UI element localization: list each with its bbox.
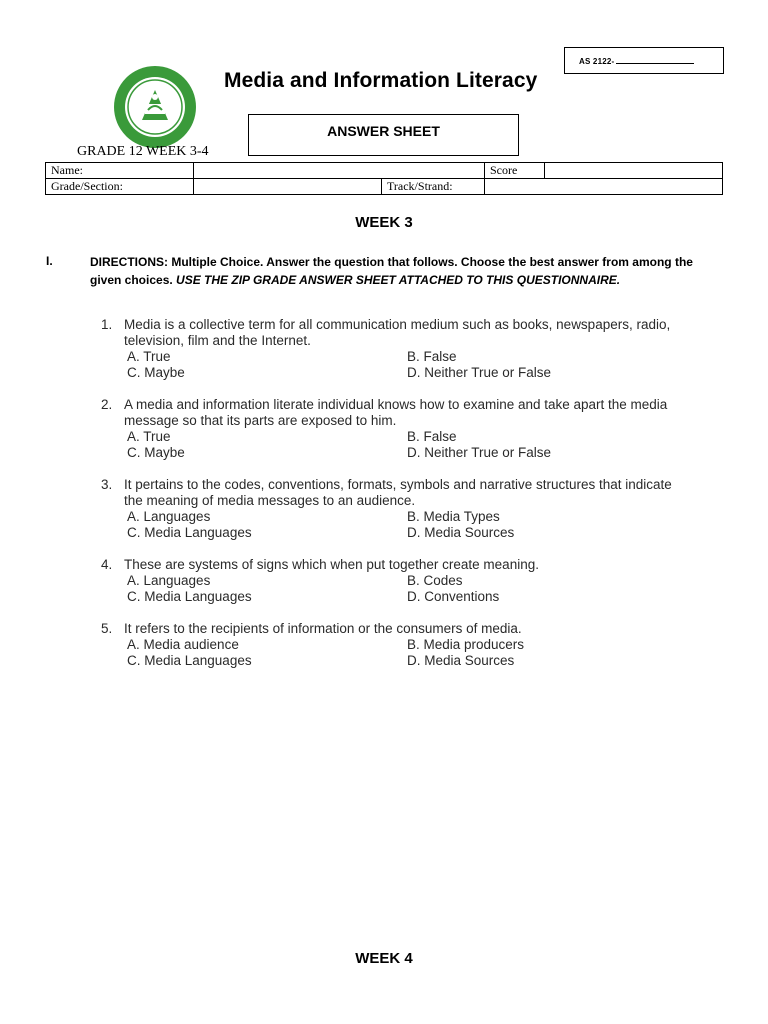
directions-instructions: DIRECTIONS: Multiple Choice. Answer the question that follows. Choose the best answer from among the given choices.	[90, 255, 693, 287]
question-text: It pertains to the codes, conventions, formats, symbols and narrative structures that indicate the meaning of media messages to an audience.	[124, 477, 672, 508]
option-b: B. Media Types	[407, 509, 500, 524]
option-d: D. Conventions	[407, 589, 500, 604]
school-logo	[112, 64, 198, 150]
document-code-box	[564, 47, 724, 74]
score-label: Score	[485, 163, 545, 179]
answer-sheet-label: ANSWER SHEET	[327, 123, 440, 139]
week4-heading: WEEK 4	[355, 950, 413, 967]
option-c: C. Maybe	[127, 365, 185, 380]
option-a: A. True	[127, 429, 171, 444]
option-c: C. Maybe	[127, 445, 185, 460]
question-text: Media is a collective term for all communication medium such as books, newspapers, radio, television, film and the Internet.	[124, 317, 671, 348]
option-b: B. False	[407, 429, 457, 444]
name-label: Name:	[46, 163, 194, 179]
question-number: 3.	[101, 477, 113, 492]
option-a: A. Media audience	[127, 637, 239, 652]
question-number: 1.	[101, 317, 113, 332]
document-code-label: AS 2122-	[579, 57, 615, 66]
track-strand-label: Track/Strand:	[382, 179, 485, 195]
option-d: D. Media Sources	[407, 653, 515, 668]
track-strand-field[interactable]	[485, 179, 723, 195]
option-d: D. Neither True or False	[407, 365, 552, 380]
question-3	[101, 477, 681, 541]
document-code-blank	[616, 55, 694, 64]
score-field[interactable]	[545, 163, 723, 179]
option-d: D. Media Sources	[407, 525, 515, 540]
question-1	[101, 317, 681, 381]
name-field[interactable]	[194, 163, 485, 179]
question-5	[101, 621, 681, 669]
question-2	[101, 397, 681, 461]
question-number: 4.	[101, 557, 113, 572]
directions-text	[90, 253, 710, 289]
question-number: 5.	[101, 621, 113, 636]
option-d: D. Neither True or False	[407, 445, 552, 460]
student-info-table	[45, 162, 723, 195]
option-a: A. True	[127, 349, 171, 364]
option-b: B. Codes	[407, 573, 463, 588]
grade-week-label: GRADE 12 WEEK 3-4	[77, 144, 209, 159]
question-text: It refers to the recipients of information or the consumers of media.	[124, 621, 522, 636]
option-c: C. Media Languages	[127, 525, 252, 540]
option-c: C. Media Languages	[127, 653, 252, 668]
answer-sheet-box	[248, 114, 519, 156]
week3-heading: WEEK 3	[355, 214, 413, 231]
option-a: A. Languages	[127, 573, 211, 588]
directions-emphasis: USE THE ZIP GRADE ANSWER SHEET ATTACHED TO THIS QUESTIONNAIRE.	[176, 273, 621, 287]
question-text: These are systems of signs which when put together create meaning.	[124, 557, 539, 572]
grade-section-label: Grade/Section:	[46, 179, 194, 195]
question-number: 2.	[101, 397, 113, 412]
option-b: B. False	[407, 349, 457, 364]
option-c: C. Media Languages	[127, 589, 252, 604]
document-title: Media and Information Literacy	[224, 69, 538, 92]
option-a: A. Languages	[127, 509, 211, 524]
question-text: A media and information literate individual knows how to examine and take apart the media message so that its parts are exposed to him.	[124, 397, 668, 428]
question-4	[101, 557, 681, 605]
grade-section-field[interactable]	[194, 179, 382, 195]
directions-number: I.	[46, 254, 53, 268]
option-b: B. Media producers	[407, 637, 525, 652]
